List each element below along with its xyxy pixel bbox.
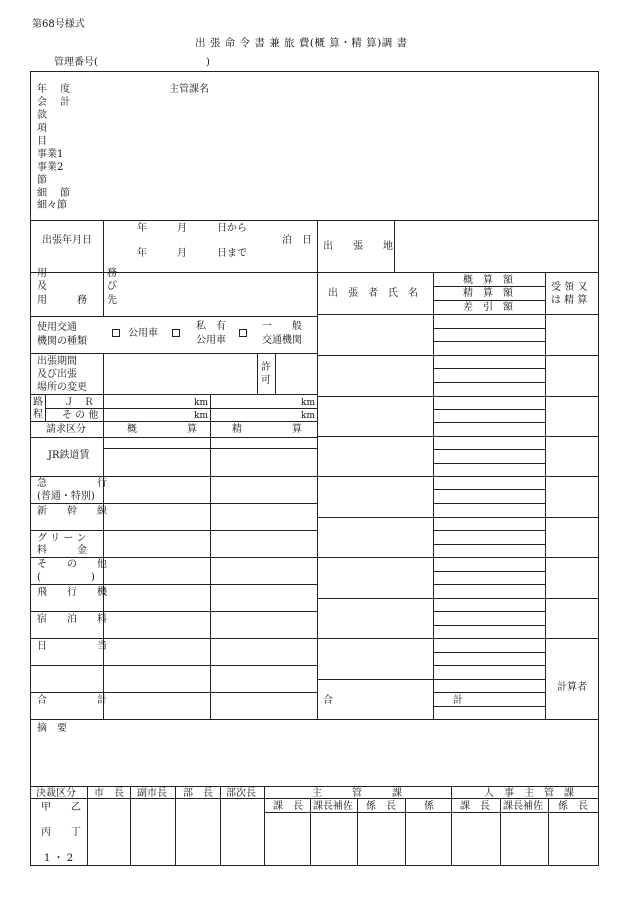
yomu-line1: 用 務 <box>37 268 117 279</box>
trip-date-label: 出張年月日 <box>42 235 92 246</box>
saisaisetsu-label: 細々節 <box>37 200 67 211</box>
change-label-2: 及び出張 <box>37 369 77 380</box>
nitto-label: 日 当 <box>37 641 107 652</box>
kou-label: 項 <box>37 123 47 134</box>
receipt-label-2: は 精 算 <box>551 295 588 306</box>
route-jr-label: Ｊ Ｒ <box>64 397 94 408</box>
shukuhaku-label: 宿 泊 料 <box>37 614 107 625</box>
bujicho-label: 部次長 <box>226 788 256 799</box>
public-car-checkbox[interactable] <box>112 329 120 337</box>
kakari-label: 係 <box>424 801 434 812</box>
hikoki-label: 飛 行 機 <box>37 587 107 598</box>
jigyo1-label: 事業1 <box>37 149 64 160</box>
form-frame <box>30 71 599 866</box>
kacho2-label: 課 長 <box>460 801 490 812</box>
gokei-right-label: 合 計 <box>323 695 463 706</box>
green-label-2: 料 金 <box>37 545 87 556</box>
general-transport-label-1: 一 般 <box>262 321 302 332</box>
koots-label: 甲 乙 <box>41 802 81 813</box>
gokei-label: 合 計 <box>37 695 107 706</box>
onetwo-label: 1 ・ 2 <box>44 853 74 864</box>
shukan-ka-label: 主 管 課 <box>312 788 402 799</box>
kan-label: 款 <box>37 110 47 121</box>
fukushicho-label: 副市長 <box>137 788 167 799</box>
heitei-label: 丙 丁 <box>41 827 81 838</box>
route-label-1: 路 <box>33 397 43 408</box>
public-car-label: 公用車 <box>128 328 158 339</box>
keisansha-label: 計算者 <box>557 682 587 693</box>
trip-nights-label: 泊 日 <box>282 235 312 246</box>
private-car-checkbox[interactable] <box>172 329 180 337</box>
gaisan-amount-label: 概 算 額 <box>463 275 513 286</box>
trip-date-from: 年 月 日から <box>137 223 247 234</box>
permit-label-2: 可 <box>261 375 271 386</box>
kaikei-label: 会 計 <box>37 97 71 108</box>
route-other-label: そ の 他 <box>62 410 99 421</box>
form-number: 第68号様式 <box>32 19 85 30</box>
kakaricho2-label: 係 長 <box>558 801 588 812</box>
hosa-label: 課長補佐 <box>313 801 353 812</box>
green-label-1: グ リ ー ン <box>37 533 87 544</box>
yomu-line2: 及 び <box>37 281 117 292</box>
sonota-label-1: そ の 他 <box>37 559 107 570</box>
traveler-name-label: 出 張 者 氏 名 <box>328 288 418 299</box>
trip-date-to: 年 月 日まで <box>137 248 247 259</box>
claim-seisan-header: 精 算 <box>232 424 302 435</box>
kessai-label: 決裁区分 <box>36 788 76 799</box>
transport-label-2: 機関の種類 <box>37 336 87 347</box>
hosa2-label: 課長補佐 <box>503 801 543 812</box>
route-label-2: 程 <box>33 409 43 420</box>
private-car-label-1: 私 有 <box>196 321 226 332</box>
claim-kubun-header: 請求区分 <box>46 424 86 435</box>
transport-label-1: 使用交通 <box>37 322 77 333</box>
sonota-label-2: ( ) <box>37 572 95 583</box>
km-unit: km <box>301 398 315 408</box>
jigyo2-label: 事業2 <box>37 162 64 173</box>
trip-place-label: 出 張 地 <box>323 241 393 252</box>
km-unit: km <box>194 398 208 408</box>
tekiyo-label: 摘 要 <box>37 723 67 734</box>
change-label-3: 場所の変更 <box>37 382 87 393</box>
sashihiki-amount-label: 差 引 額 <box>463 302 513 313</box>
kyuko-label: 急 行 <box>37 478 107 489</box>
change-label-1: 出張期間 <box>37 356 77 367</box>
jinji-ka-label: 人 事 主 管 課 <box>484 788 574 799</box>
nendo-label: 年 度 <box>37 84 71 95</box>
shinkansen-label: 新 幹 線 <box>37 506 107 517</box>
form-title: 出 張 命 令 書 兼 旅 費(概 算・精 算)調 書 <box>195 37 408 49</box>
bucho-label: 部 長 <box>183 788 213 799</box>
shicho-label: 市 長 <box>94 788 124 799</box>
yomu-line3: 用 務 先 <box>37 295 117 306</box>
private-car-label-2: 公用車 <box>196 335 226 346</box>
general-transport-label-2: 交通機関 <box>262 335 302 346</box>
general-transport-checkbox[interactable] <box>239 329 247 337</box>
mgmt-number-label: 管理番号( <box>54 57 98 68</box>
kakaricho-label: 係 長 <box>366 801 396 812</box>
moku-label: 目 <box>37 136 47 147</box>
kyuko-sub-label: (普通・特別) <box>37 491 95 502</box>
permit-label-1: 許 <box>261 362 271 373</box>
mgmt-number-close: ) <box>206 57 210 68</box>
receipt-label-1: 受 領 又 <box>551 282 588 293</box>
setsu-label: 節 <box>37 175 47 186</box>
km-unit: km <box>301 411 315 421</box>
saisetsu-label: 細 節 <box>37 188 71 199</box>
kacho-label: 課 長 <box>273 801 303 812</box>
jr-fare-label: JR鉄道賃 <box>48 450 90 461</box>
shukan-label: 主管課名 <box>169 84 209 95</box>
seisan-amount-label: 精 算 額 <box>463 288 513 299</box>
claim-gaisan-header: 概 算 <box>127 424 197 435</box>
km-unit: km <box>194 411 208 421</box>
